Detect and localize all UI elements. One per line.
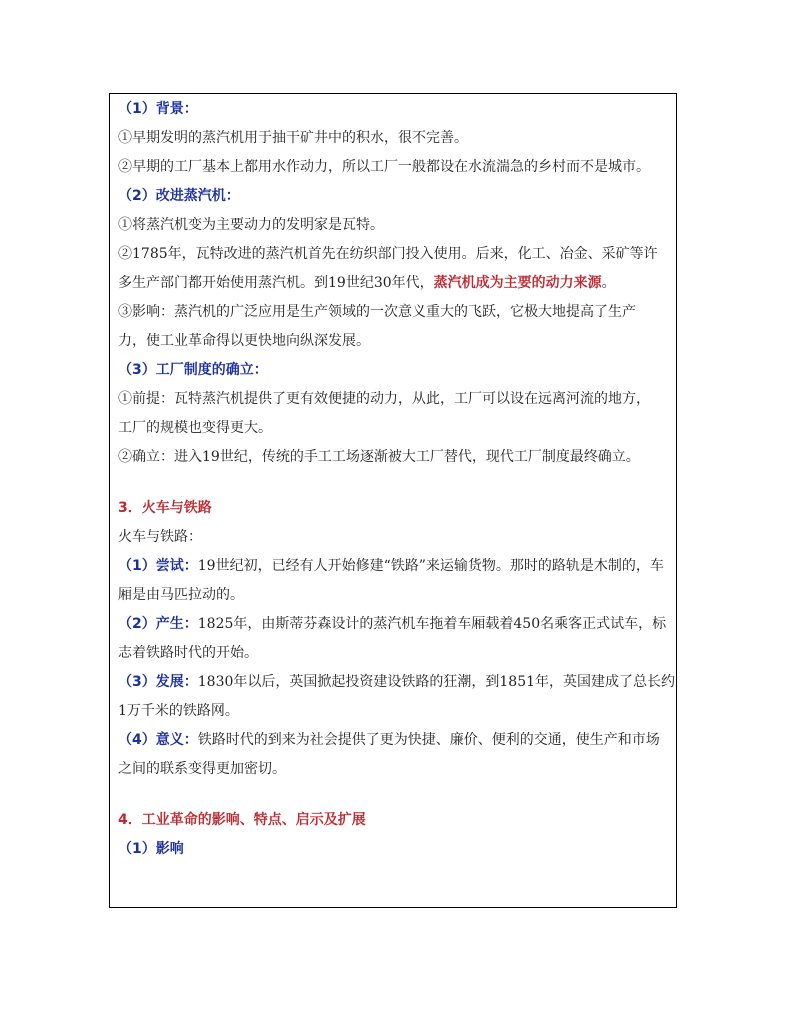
paragraph	[118, 552, 678, 581]
spacer	[118, 472, 678, 494]
text: 多生产部门都开始使用蒸汽机。到19世纪30年代，	[118, 275, 434, 291]
highlight-text: 蒸汽机成为主要的动力来源	[433, 275, 602, 291]
heading-factory-system: （3）工厂制度的确立：	[118, 362, 268, 378]
heading-influence: （1）影响	[118, 841, 184, 857]
heading-background: （1）背景：	[118, 101, 198, 117]
paragraph: ③影响：蒸汽机的广泛应用是生产领域的一次意义重大的飞跃，它极大地提高了生产	[118, 304, 636, 320]
paragraph: ②早期的工厂基本上都用水作动力，所以工厂一般都设在水流湍急的乡村而不是城市。	[118, 159, 650, 175]
paragraph	[118, 668, 678, 697]
paragraph: 之间的联系变得更加密切。	[118, 761, 286, 777]
paragraph: 力，使工业革命得以更快地向纵深发展。	[118, 333, 370, 349]
paragraph	[118, 269, 678, 298]
paragraph: 厢是由马匹拉动的。	[118, 587, 244, 603]
paragraph	[118, 610, 678, 639]
text: 19世纪初，已经有人开始修建“铁路”来运输货物。那时的路轨是木制的，车	[197, 558, 664, 574]
heading-improve-steam-engine: （2）改进蒸汽机：	[118, 188, 240, 204]
paragraph: ②1785年，瓦特改进的蒸汽机首先在纺织部门投入使用。后来，化工、冶金、采矿等许	[118, 246, 658, 262]
paragraph: 火车与铁路：	[118, 529, 202, 545]
item-label: （4）意义：	[118, 732, 198, 748]
paragraph	[118, 726, 678, 755]
item-label: （1）尝试：	[118, 558, 198, 574]
paragraph: 工厂的规模也变得更大。	[118, 420, 272, 436]
paragraph: ①早期发明的蒸汽机用于抽干矿井中的积水，很不完善。	[118, 130, 468, 146]
text: 铁路时代的到来为社会提供了更为快捷、廉价、便利的交通，使生产和市场	[197, 732, 660, 748]
paragraph: 志着铁路时代的开始。	[118, 645, 258, 661]
text: 1830年以后，英国掀起投资建设铁路的狂潮，到1851年，英国建成了总长约	[197, 674, 676, 690]
document-body	[118, 93, 678, 864]
paragraph: ①将蒸汽机变为主要动力的发明家是瓦特。	[118, 217, 384, 233]
paragraph: 1万千米的铁路网。	[118, 703, 239, 719]
spacer	[118, 784, 678, 806]
text: 。	[601, 275, 616, 291]
text: 1825年，由斯蒂芬森设计的蒸汽机车拖着车厢载着450名乘客正式试车，标	[197, 616, 667, 632]
section-title-industrial-revolution: 4．工业革命的影响、特点、启示及扩展	[118, 812, 366, 828]
item-label: （2）产生：	[118, 616, 198, 632]
paragraph: ①前提：瓦特蒸汽机提供了更有效便捷的动力，从此，工厂可以设在远离河流的地方，	[118, 391, 650, 407]
paragraph: ②确立：进入19世纪，传统的手工工场逐渐被大工厂替代，现代工厂制度最终确立。	[118, 449, 640, 465]
item-label: （3）发展：	[118, 674, 198, 690]
section-title-trains: 3．火车与铁路	[118, 500, 212, 516]
